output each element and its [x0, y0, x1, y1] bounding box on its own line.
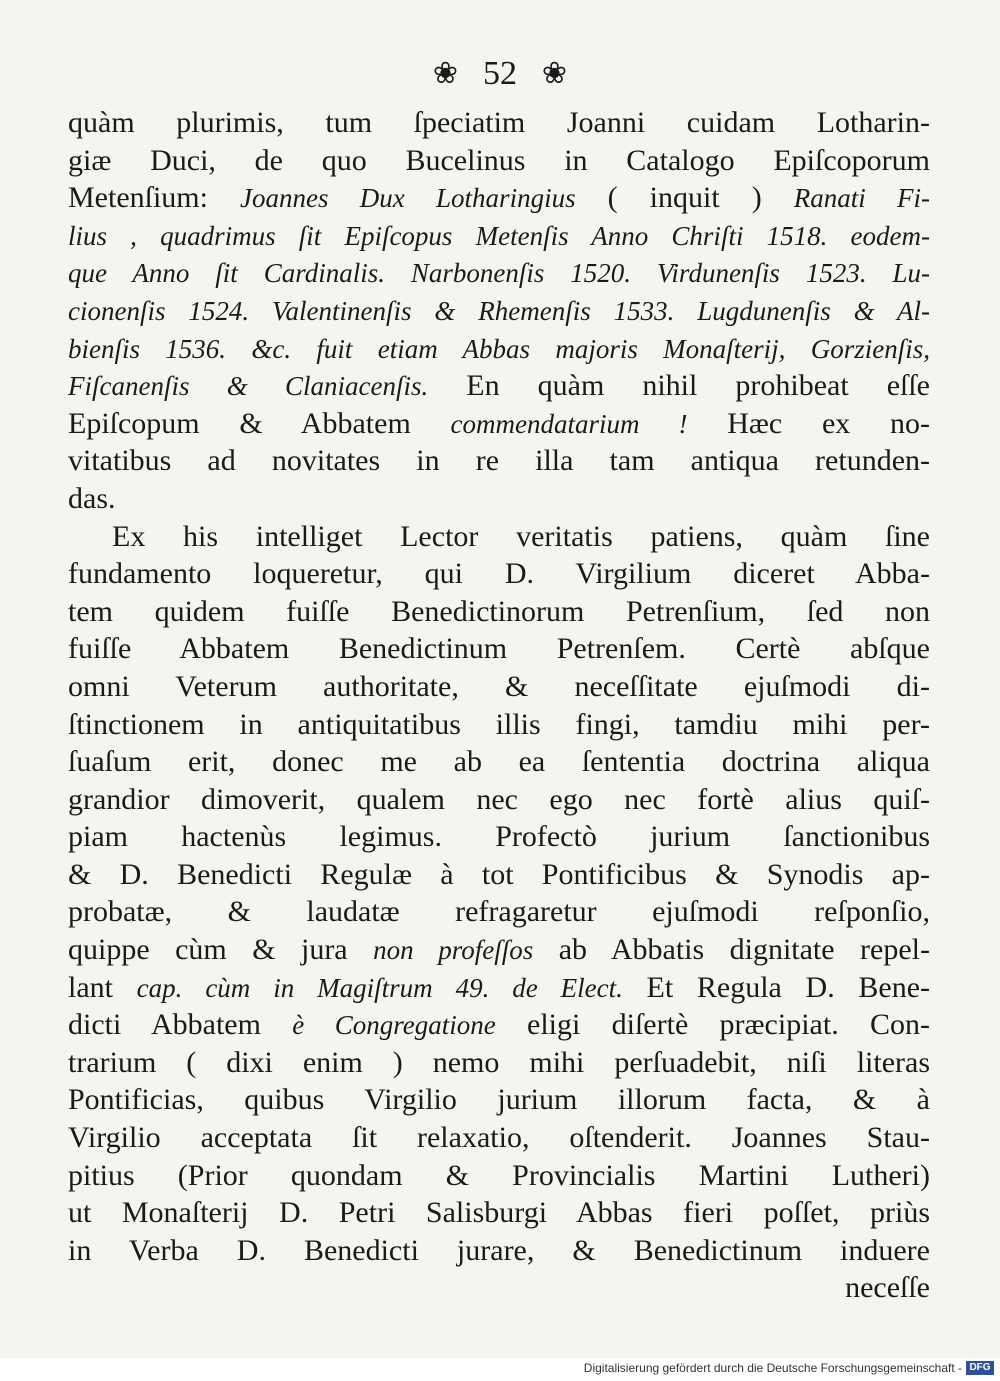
text-line [68, 1232, 930, 1270]
roman-text: Hæc ex no- [687, 406, 931, 440]
ornament-right-icon: ❀ [541, 57, 568, 91]
roman-text: En quàm nihil prohibeat eſſe [428, 369, 930, 403]
roman-text: fuiſſe Abbatem Benedictinum Petrenſem. Certè abſque [68, 632, 930, 666]
roman-text: neceſſe [845, 1271, 930, 1305]
text-line [68, 555, 930, 593]
text-line [68, 893, 930, 931]
roman-text: & D. Benedicti Regulæ à tot Pontificibus & Synodis ap- [68, 857, 930, 891]
roman-text: Pontificias, quibus Virgilio jurium illorum facta, & à [68, 1083, 930, 1117]
text-line [68, 856, 930, 894]
text-line [68, 630, 930, 668]
dfg-logo-icon: DFG [966, 1361, 994, 1375]
text-line [68, 442, 930, 480]
text-line [68, 743, 930, 781]
roman-text: ab Abbatis dignitate repel- [533, 933, 930, 967]
italic-text: è Congregatione [292, 1010, 496, 1041]
italic-text: cionenſis 1524. Valentinenſis & Rhemenſis 1533. Lugdunenſis & Al- [68, 295, 930, 326]
text-line [68, 518, 930, 556]
roman-text: lant [68, 970, 137, 1004]
page-header [0, 52, 1000, 94]
roman-text: ( inquit ) [575, 181, 794, 215]
roman-text: trarium ( dixi enim ) nemo mihi perſuadebit, niſi literas [68, 1045, 930, 1079]
roman-text: giæ Duci, de quo Bucelinus in Catalogo Epiſcoporum [68, 143, 930, 177]
italic-text: Joannes Dux Lotharingius [240, 183, 576, 214]
text-line [68, 142, 930, 180]
roman-text: probatæ, & laudatæ refragaretur ejuſmodi reſponſio, [68, 895, 930, 929]
roman-text: ut Monaſterij D. Petri Salisburgi Abbas fieri poſſet, priùs [68, 1196, 930, 1230]
text-line [68, 1194, 930, 1232]
text-line [68, 668, 930, 706]
roman-text: vitatibus ad novitates in re illa tam antiqua retunden- [68, 444, 930, 478]
roman-text: quippe cùm & jura [68, 933, 374, 967]
roman-text: tem quidem fuiſſe Benedictinorum Petrenſium, ſed non [68, 594, 930, 628]
roman-text: grandior dimoverit, qualem nec ego nec fortè alius quiſ- [68, 782, 930, 816]
text-line [68, 593, 930, 631]
text-line [68, 330, 930, 368]
italic-text: non profeſſos [373, 935, 534, 966]
roman-text: ſuaſum erit, donec me ab ea ſententia doctrina aliqua [68, 745, 930, 779]
roman-text: Ex his intelliget Lector veritatis patiens, quàm ſine [112, 519, 930, 553]
text-line [68, 179, 930, 217]
text-line [68, 931, 930, 969]
roman-text: in Verba D. Benedicti jurare, & Benedictinum induere [68, 1233, 930, 1267]
italic-text: commendatarium ! [450, 408, 688, 439]
text-line [68, 818, 930, 856]
text-line [68, 1269, 930, 1307]
text-line [68, 1044, 930, 1082]
text-line [68, 1157, 930, 1195]
italic-text: cap. cùm in Magiſtrum 49. de Elect. [136, 972, 623, 1003]
text-line [68, 781, 930, 819]
roman-text: das. [68, 481, 116, 515]
text-line [68, 1119, 930, 1157]
italic-text: Ranati Fi- [793, 183, 931, 214]
text-line [68, 405, 930, 443]
text-line [68, 254, 930, 292]
roman-text: quàm plurimis, tum ſpeciatim Joanni cuidam Lotharin- [68, 106, 930, 139]
roman-text: pitius (Prior quondam & Provincialis Martini Lutheri) [68, 1158, 930, 1192]
roman-text: Epiſcopum & Abbatem [68, 406, 451, 440]
italic-text: que Anno ſit Cardinalis. Narbonenſis 1520. Virdunenſis 1523. Lu- [68, 258, 930, 289]
italic-text: bienſis 1536. &c. fuit etiam Abbas majoris Monaſterij, Gorzienſis, [68, 333, 930, 364]
roman-text: omni Veterum authoritate, & neceſſitate ejuſmodi di- [68, 669, 930, 703]
italic-text: lius , quadrimus ſit Epiſcopus Metenſis Anno Chriſti 1518. eodem- [68, 220, 930, 251]
text-line [68, 480, 930, 518]
footer-credit: Digitalisierung gefördert durch die Deutsche Forschungsgemeinschaft - [583, 1361, 962, 1375]
body-text [68, 104, 930, 1307]
roman-text: Virgilio acceptata ſit relaxatio, oſtenderit. Joannes Stau- [68, 1121, 930, 1155]
roman-text: Et Regula D. Bene- [622, 970, 930, 1004]
text-line [68, 217, 930, 255]
italic-text: Fiſcanenſis & Claniacenſis. [68, 371, 429, 402]
page-number: 52 [483, 55, 517, 93]
text-line [68, 292, 930, 330]
text-line [68, 1006, 930, 1044]
roman-text: ſtinctionem in antiquitatibus illis fingi, tamdiu mihi per- [68, 707, 930, 741]
text-line [68, 367, 930, 405]
roman-text: eligi diſertè præcipiat. Con- [495, 1008, 930, 1042]
roman-text: piam hactenùs legimus. Profectò jurium ſanctionibus [68, 820, 930, 854]
roman-text: dicti Abbatem [68, 1008, 293, 1042]
text-line [68, 104, 930, 142]
ornament-left-icon: ❀ [432, 57, 459, 91]
roman-text: Metenſium: [68, 181, 241, 215]
text-line [68, 969, 930, 1007]
roman-text: fundamento loqueretur, qui D. Virgilium diceret Abba- [68, 557, 930, 591]
text-line [68, 1081, 930, 1119]
text-line [68, 706, 930, 744]
